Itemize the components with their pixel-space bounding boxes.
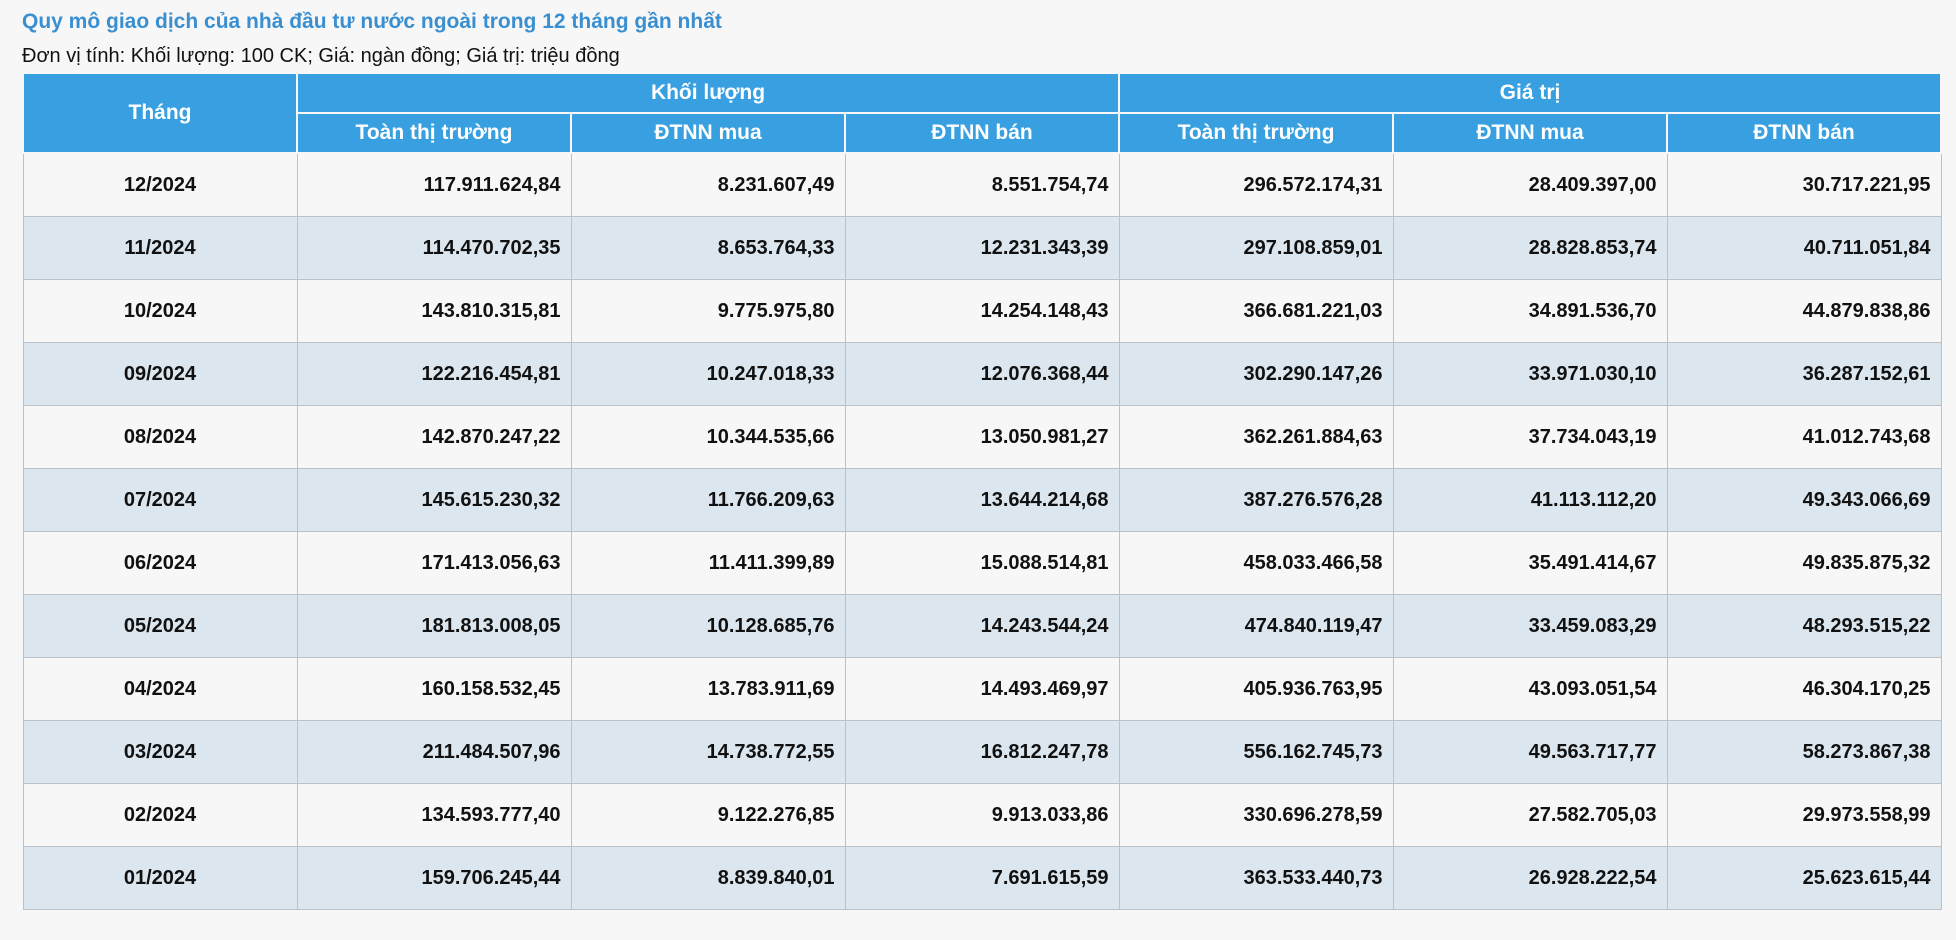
value-foreign-buy-cell: 27.582.705,03	[1393, 784, 1667, 847]
table-row	[23, 406, 1941, 469]
volume-foreign-buy-cell: 8.653.764,33	[571, 217, 845, 280]
month-cell: 06/2024	[23, 532, 297, 595]
value-market-cell: 363.533.440,73	[1119, 847, 1393, 910]
table-row	[23, 784, 1941, 847]
volume-market-cell: 181.813.008,05	[297, 595, 571, 658]
volume-foreign-sell-cell: 8.551.754,74	[845, 153, 1119, 217]
table-row	[23, 721, 1941, 784]
volume-market-cell: 171.413.056,63	[297, 532, 571, 595]
volume-foreign-buy-cell: 8.231.607,49	[571, 153, 845, 217]
value-foreign-sell-cell: 49.343.066,69	[1667, 469, 1941, 532]
value-foreign-buy-cell: 33.459.083,29	[1393, 595, 1667, 658]
volume-foreign-buy-cell: 9.122.276,85	[571, 784, 845, 847]
volume-foreign-sell-cell: 14.493.469,97	[845, 658, 1119, 721]
header-month: Tháng	[23, 73, 297, 153]
table-row	[23, 153, 1941, 217]
volume-foreign-buy-cell: 10.344.535,66	[571, 406, 845, 469]
volume-foreign-buy-cell: 11.766.209,63	[571, 469, 845, 532]
table-header	[23, 73, 1941, 153]
month-cell: 11/2024	[23, 217, 297, 280]
volume-foreign-sell-cell: 13.644.214,68	[845, 469, 1119, 532]
volume-foreign-sell-cell: 13.050.981,27	[845, 406, 1119, 469]
foreign-trading-table	[22, 72, 1942, 910]
value-foreign-buy-cell: 33.971.030,10	[1393, 343, 1667, 406]
header-group-value: Giá trị	[1119, 73, 1941, 113]
header-value-foreign-sell: ĐTNN bán	[1667, 113, 1941, 153]
header-value-foreign-buy: ĐTNN mua	[1393, 113, 1667, 153]
volume-foreign-sell-cell: 16.812.247,78	[845, 721, 1119, 784]
value-foreign-buy-cell: 28.409.397,00	[1393, 153, 1667, 217]
value-foreign-sell-cell: 25.623.615,44	[1667, 847, 1941, 910]
volume-foreign-sell-cell: 12.076.368,44	[845, 343, 1119, 406]
month-cell: 01/2024	[23, 847, 297, 910]
value-market-cell: 330.696.278,59	[1119, 784, 1393, 847]
month-cell: 09/2024	[23, 343, 297, 406]
value-market-cell: 387.276.576,28	[1119, 469, 1393, 532]
table-row	[23, 532, 1941, 595]
volume-foreign-buy-cell: 14.738.772,55	[571, 721, 845, 784]
volume-foreign-sell-cell: 15.088.514,81	[845, 532, 1119, 595]
volume-market-cell: 145.615.230,32	[297, 469, 571, 532]
value-foreign-sell-cell: 40.711.051,84	[1667, 217, 1941, 280]
month-cell: 03/2024	[23, 721, 297, 784]
volume-market-cell: 117.911.624,84	[297, 153, 571, 217]
volume-market-cell: 211.484.507,96	[297, 721, 571, 784]
volume-market-cell: 142.870.247,22	[297, 406, 571, 469]
value-market-cell: 366.681.221,03	[1119, 280, 1393, 343]
header-volume-foreign-sell: ĐTNN bán	[845, 113, 1119, 153]
value-market-cell: 362.261.884,63	[1119, 406, 1393, 469]
volume-foreign-sell-cell: 14.254.148,43	[845, 280, 1119, 343]
month-cell: 07/2024	[23, 469, 297, 532]
value-foreign-sell-cell: 49.835.875,32	[1667, 532, 1941, 595]
table-row	[23, 217, 1941, 280]
value-foreign-buy-cell: 35.491.414,67	[1393, 532, 1667, 595]
month-cell: 12/2024	[23, 153, 297, 217]
volume-foreign-sell-cell: 14.243.544,24	[845, 595, 1119, 658]
value-foreign-buy-cell: 37.734.043,19	[1393, 406, 1667, 469]
table-row	[23, 469, 1941, 532]
value-foreign-sell-cell: 29.973.558,99	[1667, 784, 1941, 847]
volume-foreign-sell-cell: 12.231.343,39	[845, 217, 1119, 280]
volume-foreign-buy-cell: 8.839.840,01	[571, 847, 845, 910]
value-foreign-buy-cell: 26.928.222,54	[1393, 847, 1667, 910]
value-market-cell: 297.108.859,01	[1119, 217, 1393, 280]
value-foreign-buy-cell: 49.563.717,77	[1393, 721, 1667, 784]
value-foreign-buy-cell: 28.828.853,74	[1393, 217, 1667, 280]
value-market-cell: 405.936.763,95	[1119, 658, 1393, 721]
header-volume-foreign-buy: ĐTNN mua	[571, 113, 845, 153]
table-row	[23, 280, 1941, 343]
volume-market-cell: 114.470.702,35	[297, 217, 571, 280]
month-cell: 08/2024	[23, 406, 297, 469]
value-foreign-sell-cell: 46.304.170,25	[1667, 658, 1941, 721]
value-foreign-sell-cell: 48.293.515,22	[1667, 595, 1941, 658]
volume-foreign-buy-cell: 10.247.018,33	[571, 343, 845, 406]
table-body	[23, 153, 1941, 910]
month-cell: 05/2024	[23, 595, 297, 658]
volume-foreign-sell-cell: 7.691.615,59	[845, 847, 1119, 910]
volume-foreign-buy-cell: 10.128.685,76	[571, 595, 845, 658]
volume-market-cell: 143.810.315,81	[297, 280, 571, 343]
month-cell: 02/2024	[23, 784, 297, 847]
value-foreign-sell-cell: 58.273.867,38	[1667, 721, 1941, 784]
value-market-cell: 296.572.174,31	[1119, 153, 1393, 217]
volume-foreign-buy-cell: 9.775.975,80	[571, 280, 845, 343]
table-row	[23, 847, 1941, 910]
value-foreign-sell-cell: 44.879.838,86	[1667, 280, 1941, 343]
header-value-market: Toàn thị trường	[1119, 113, 1393, 153]
value-foreign-buy-cell: 41.113.112,20	[1393, 469, 1667, 532]
volume-market-cell: 134.593.777,40	[297, 784, 571, 847]
table-row	[23, 595, 1941, 658]
volume-market-cell: 160.158.532,45	[297, 658, 571, 721]
value-market-cell: 556.162.745,73	[1119, 721, 1393, 784]
value-foreign-buy-cell: 34.891.536,70	[1393, 280, 1667, 343]
volume-foreign-buy-cell: 11.411.399,89	[571, 532, 845, 595]
value-market-cell: 302.290.147,26	[1119, 343, 1393, 406]
month-cell: 10/2024	[23, 280, 297, 343]
table-row	[23, 343, 1941, 406]
value-foreign-sell-cell: 36.287.152,61	[1667, 343, 1941, 406]
month-cell: 04/2024	[23, 658, 297, 721]
unit-note: Đơn vị tính: Khối lượng: 100 CK; Giá: ngàn đồng; Giá trị: triệu đồng	[22, 45, 620, 67]
value-market-cell: 458.033.466,58	[1119, 532, 1393, 595]
value-foreign-buy-cell: 43.093.051,54	[1393, 658, 1667, 721]
volume-market-cell: 122.216.454,81	[297, 343, 571, 406]
value-market-cell: 474.840.119,47	[1119, 595, 1393, 658]
value-foreign-sell-cell: 41.012.743,68	[1667, 406, 1941, 469]
volume-foreign-sell-cell: 9.913.033,86	[845, 784, 1119, 847]
foreign-trading-panel	[22, 8, 1940, 910]
page-title: Quy mô giao dịch của nhà đầu tư nước ngoài trong 12 tháng gần nhất	[22, 10, 722, 33]
header-volume-market: Toàn thị trường	[297, 113, 571, 153]
volume-foreign-buy-cell: 13.783.911,69	[571, 658, 845, 721]
value-foreign-sell-cell: 30.717.221,95	[1667, 153, 1941, 217]
table-row	[23, 658, 1941, 721]
header-group-volume: Khối lượng	[297, 73, 1119, 113]
volume-market-cell: 159.706.245,44	[297, 847, 571, 910]
